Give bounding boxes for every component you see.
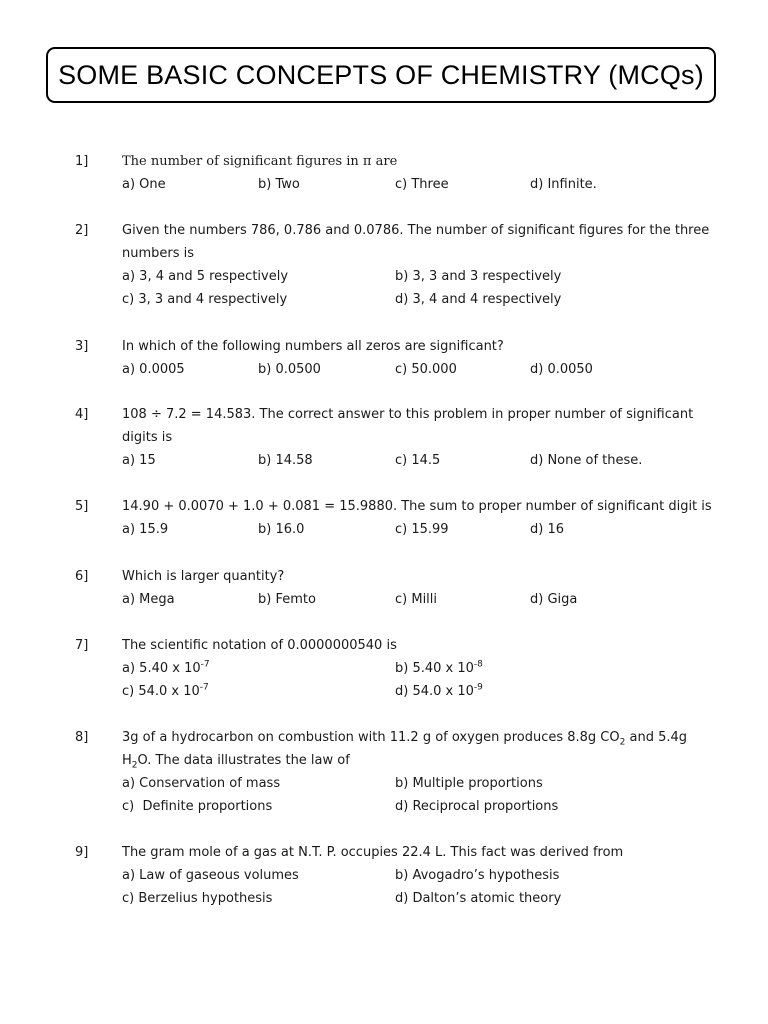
option-c: c) Definite proportions [122,799,273,814]
option-a: a) 0.0005 [122,362,185,377]
subscript: 2 [131,760,138,771]
question-number: 9] [75,845,89,860]
question-stem-line-1 [122,726,687,749]
option-d: d) Infinite. [530,177,597,192]
question-number: 5] [75,499,89,514]
title-box [46,47,716,103]
option-b [395,657,483,680]
option-c: c) Three [395,177,449,192]
option-a: a) Mega [122,592,175,607]
option-exponent: -8 [473,659,483,670]
option-d: d) 3, 4 and 4 respectively [395,292,562,307]
stem-text: H [122,753,132,768]
option-d: d) 0.0050 [530,362,593,377]
option-d: d) Giga [530,592,578,607]
question-stem: The number of significant figures in π are [122,154,398,169]
option-base: b) 5.40 x 10 [395,661,474,676]
option-d [395,680,483,703]
question-number: 3] [75,339,89,354]
option-base: d) 54.0 x 10 [395,684,474,699]
question-number: 8] [75,730,89,745]
option-c: c) Milli [395,592,438,607]
option-b: b) Avogadro’s hypothesis [395,868,560,883]
option-c: c) 15.99 [395,522,449,537]
option-a: a) 15 [122,453,156,468]
option-b: b) 0.0500 [258,362,321,377]
question-stem-line-1: 108 ÷ 7.2 = 14.583. The correct answer to this problem in proper number of significant [122,407,694,422]
option-b: b) 14.58 [258,453,313,468]
question-stem: In which of the following numbers all zeros are significant? [122,339,504,354]
option-c [122,680,209,703]
page-title: SOME BASIC CONCEPTS OF CHEMISTRY (MCQs) [58,59,704,90]
stem-text: 3g of a hydrocarbon on combustion with 11.2 g of oxygen produces 8.8g CO [122,730,620,745]
question-number: 6] [75,569,89,584]
question-stem-line-2: numbers is [122,246,195,261]
option-b: b) Two [258,177,300,192]
option-exponent: -7 [199,682,209,693]
question-number: 1] [75,154,89,169]
question-stem: 14.90 + 0.0070 + 1.0 + 0.081 = 15.9880. The sum to proper number of significant digit is [122,499,712,514]
question-stem-line-2: digits is [122,430,173,445]
question-number: 2] [75,223,89,238]
question-stem-line-2 [122,749,350,772]
question-stem: Which is larger quantity? [122,569,285,584]
option-b: b) Multiple proportions [395,776,543,791]
option-c: c) 50.000 [395,362,457,377]
option-d: d) Dalton’s atomic theory [395,891,562,906]
question-number: 7] [75,638,89,653]
option-a: a) 3, 4 and 5 respectively [122,269,289,284]
option-b: b) 16.0 [258,522,305,537]
option-a [122,657,210,680]
question-number: 4] [75,407,89,422]
option-c: c) Berzelius hypothesis [122,891,273,906]
subscript: 2 [619,737,626,748]
option-a: a) Conservation of mass [122,776,281,791]
option-c: c) 3, 3 and 4 respectively [122,292,288,307]
question-stem: The scientific notation of 0.0000000540 is [122,638,397,653]
option-a: a) 15.9 [122,522,169,537]
option-a: a) Law of gaseous volumes [122,868,299,883]
option-base: a) 5.40 x 10 [122,661,201,676]
question-stem-line-1: Given the numbers 786, 0.786 and 0.0786. The number of significant figures for the three [122,223,710,238]
option-exponent: -9 [473,682,483,693]
option-d: d) Reciprocal proportions [395,799,559,814]
stem-text: and 5.4g [625,730,688,745]
question-stem: The gram mole of a gas at N.T. P. occupies 22.4 L. This fact was derived from [122,845,624,860]
option-c: c) 14.5 [395,453,441,468]
option-b: b) Femto [258,592,316,607]
stem-text: O. The data illustrates the law of [137,753,350,768]
option-base: c) 54.0 x 10 [122,684,200,699]
option-exponent: -7 [200,659,210,670]
option-b: b) 3, 3 and 3 respectively [395,269,562,284]
option-a: a) One [122,177,166,192]
option-d: d) 16 [530,522,564,537]
option-d: d) None of these. [530,453,643,468]
